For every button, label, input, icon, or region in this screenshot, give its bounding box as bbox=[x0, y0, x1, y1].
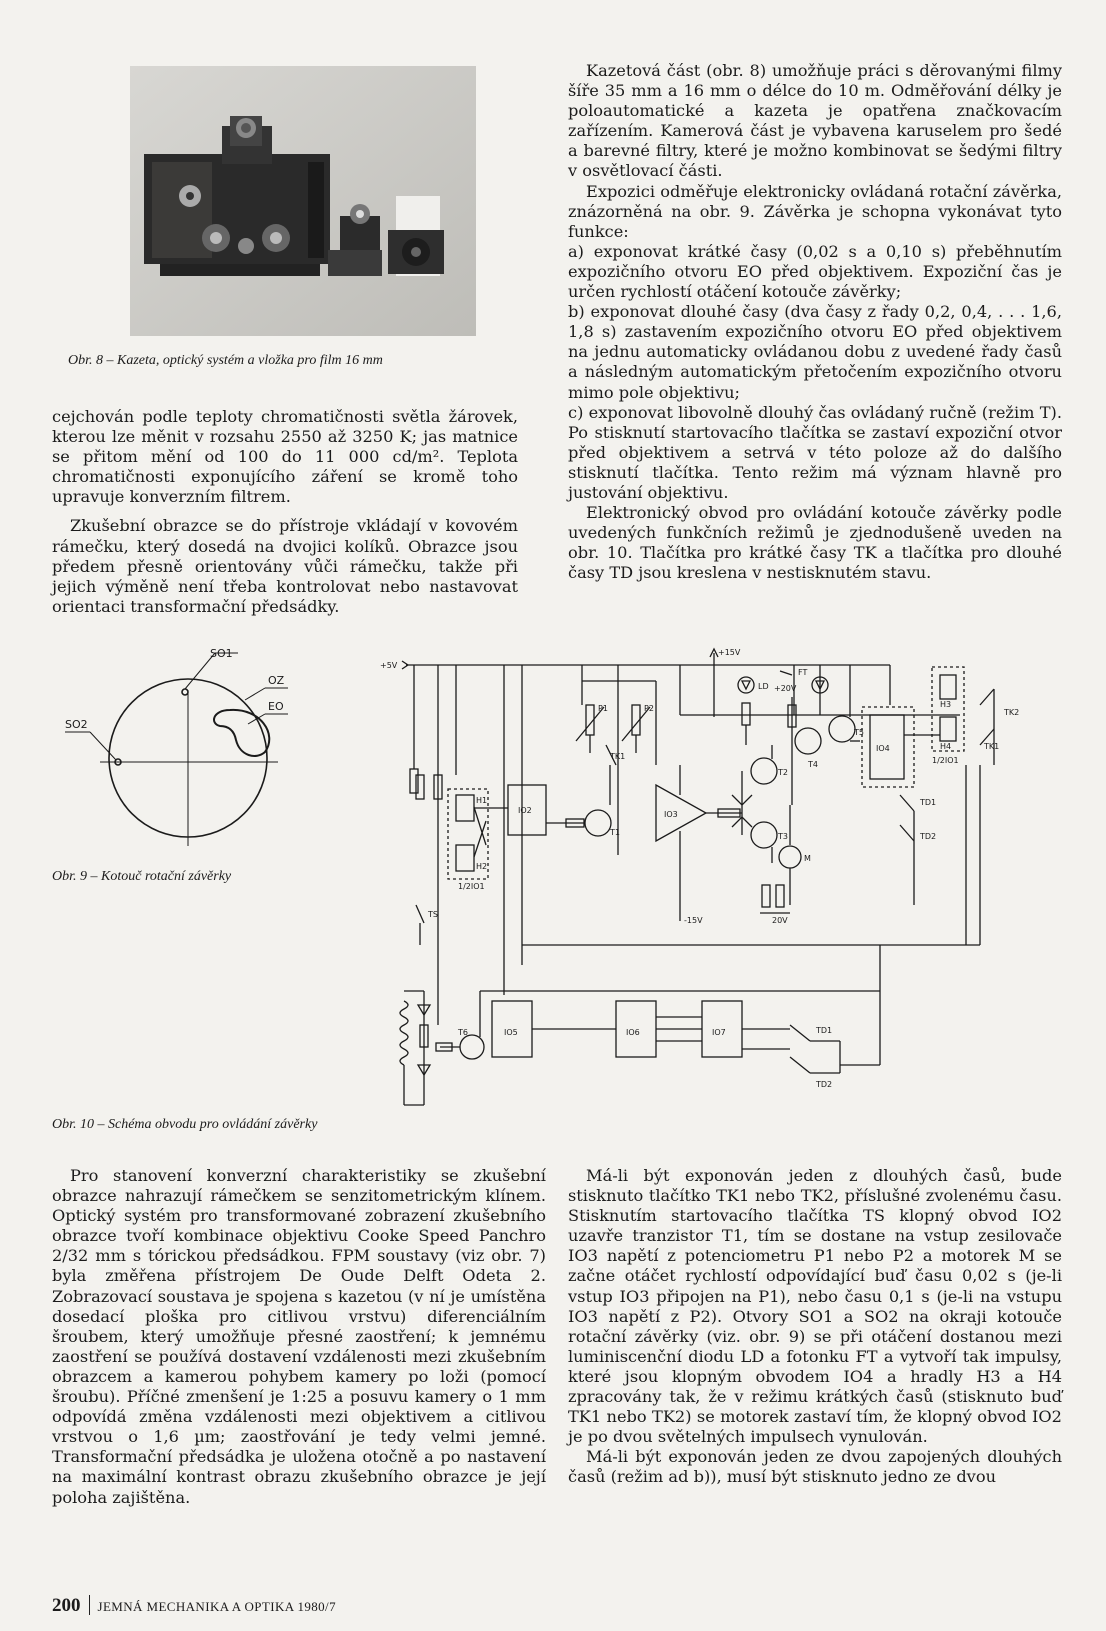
label-io6: IO6 bbox=[626, 1028, 640, 1037]
label-io2: IO2 bbox=[518, 806, 532, 815]
label-oz: OZ bbox=[268, 674, 285, 687]
journal-title: JEMNÁ MECHANIKA A OPTIKA 1980/7 bbox=[97, 1599, 336, 1614]
label-ft: FT bbox=[798, 668, 808, 677]
page-number: 200 bbox=[52, 1595, 81, 1616]
right-top-text bbox=[568, 61, 1062, 583]
paragraph: Expozici odměřuje elektronicky ovládaná rotační závěrka, znázorněná na obr. 9. Závěrka je schopna vykonávat tyto funkce: bbox=[568, 181, 1062, 241]
label-td1: TD1 bbox=[920, 798, 937, 807]
left-bottom-text bbox=[52, 1166, 546, 1508]
figure-9-caption: Obr. 9 – Kotouč rotační závěrky bbox=[52, 869, 232, 884]
label-20v: +20V bbox=[774, 684, 797, 693]
paragraph: Elektronický obvod pro ovládání kotouče závěrky podle uvedených funkčních režimů je zjednodušeně uveden na obr. 10. Tlačítka pro krátké časy TK a tlačítka pro dlouhé časy TD jsou kreslena v nestisknutém stavu. bbox=[568, 503, 1062, 583]
label-5v: +5V bbox=[380, 661, 398, 670]
label-td2-b: TD2 bbox=[816, 1080, 833, 1089]
label-t3: T3 bbox=[778, 832, 788, 841]
gate-h1 bbox=[456, 795, 474, 821]
label-m15v: -15V bbox=[684, 916, 703, 925]
gate-h3 bbox=[940, 675, 956, 699]
paragraph: cejchován podle teploty chromatičnosti světla žárovek, kterou lze měnit v rozsahu 2550 až 3250 K; jas matnice se přitom mění od 100 do 11 000 cd/m². Teplota chromatičnosti exponujícího záření se kromě toho upravuje konverzním filtrem. bbox=[52, 407, 518, 507]
label-m: M bbox=[804, 854, 811, 863]
label-io7: IO7 bbox=[712, 1028, 726, 1037]
label-h1: H1 bbox=[476, 796, 488, 805]
label-zio1: 1/2IO1 bbox=[458, 882, 485, 891]
figure-8-photo bbox=[130, 66, 476, 336]
label-t6: T6 bbox=[458, 1028, 468, 1037]
label-ts: TS bbox=[428, 910, 438, 919]
left-top-text bbox=[52, 407, 518, 617]
paragraph: Má-li být exponován jeden z dlouhých časů, bude stisknuto tlačítko TK1 nebo TK2, příslušné zvolenému času. Stisknutím startovacího tlačítka TS klopný obvod IO2 uzavře tranzistor T1, tím se dostane na vstup zesilovače IO3 napětí z potenciometru P1 nebo P2 a motorek M se začne otáčet rychlostí odpovídající buď času 0,02 s (je-li vstup IO3 připojen na P1), nebo času 0,1 s (je-li na vstupu IO3 napětí z P2). Otvory SO1 a SO2 na okraji kotouče rotační závěrky (viz. obr. 9) se při otáčení dostanou mezi luminiscenční diodu LD a fotonku FT a vytvoří tak impulsy, které jsou klopným obvodem IO4 a hradly H3 a H4 zpracovány tak, že v režimu krátkých časů (stisknuto buď TK1 nebo TK2) se motorek zastaví tím, že klopný obvod IO2 je po dvou světelných impulsech vynulován. bbox=[568, 1166, 1062, 1447]
transistor-t3 bbox=[751, 822, 777, 848]
label-io5: IO5 bbox=[504, 1028, 518, 1037]
label-h3: H3 bbox=[940, 700, 952, 709]
label-t4: T4 bbox=[808, 760, 818, 769]
gate-h2 bbox=[456, 845, 474, 871]
coil bbox=[400, 1001, 408, 1065]
label-t1: T1 bbox=[610, 828, 620, 837]
led-ld bbox=[738, 677, 754, 693]
label-t2: T2 bbox=[778, 768, 788, 777]
label-p2: P2 bbox=[644, 704, 654, 713]
label-20v-b: 20V bbox=[772, 916, 788, 925]
label-td1-b: TD1 bbox=[816, 1026, 833, 1035]
paragraph: c) exponovat libovolně dlouhý čas ovládaný ručně (režim T). Po stisknutí startovacího tlačítka se zastaví expoziční otvor před objektivem a setrvá v této poloze až do dalšího stisknutí tlačítka. Tento režim má význam hlavně pro justování objektivu. bbox=[568, 402, 1062, 502]
transistor-t1 bbox=[585, 810, 611, 836]
label-io3: IO3 bbox=[664, 810, 678, 819]
label-p1: P1 bbox=[598, 704, 608, 713]
label-so2: SO2 bbox=[65, 718, 88, 731]
label-tk2: TK2 bbox=[1004, 708, 1020, 717]
label-15v: +15V bbox=[718, 648, 741, 657]
opening-so1 bbox=[182, 689, 188, 695]
figure-10-circuit bbox=[380, 645, 1066, 1165]
gate-h4 bbox=[940, 717, 956, 741]
label-t5: T5 bbox=[854, 728, 864, 737]
figure-10-caption: Obr. 10 – Schéma obvodu pro ovládání závěrky bbox=[52, 1117, 318, 1132]
footer-divider bbox=[89, 1595, 90, 1615]
paragraph: Pro stanovení konverzní charakteristiky se zkušební obrazce nahrazují rámečkem se senzitometrickým klínem. Optický systém pro transformované zobrazení zkušebního obrazce tvoří kombinace objektivu Cooke Speed Panchro 2/32 mm s tórickou předsádkou. FPM soustavy (viz obr. 7) byla změřena přístrojem De Oude Delft Odeta 2. Zobrazovací soustava je spojena s kazetou (v ní je umístěna dosedací ploška pro citlivou vrstvu) diferenciálním šroubem, který umožňuje přesné zaostření; k jemnému zaostření se používá dostavení vzdálenosti mezi zkušebním obrazcem a kamerou pohybem kamery po loži (pomocí šroubu). Příčné zmenšení je 1:25 a posuvu kamery o 1 mm odpovídá změna vzdálenosti mezi objektivem a citlivou vrstvou o 1,6 µm; zaostřování je tedy velmi jemné. Transformační předsádka je uložena otočně a po nastavení na maximální kontrast obrazu zkušebního obrazce je její poloha zajištěna. bbox=[52, 1166, 546, 1507]
label-tk1-b: TK1 bbox=[984, 742, 1000, 751]
label-so1: SO1 bbox=[210, 648, 233, 660]
paragraph: Kazetová část (obr. 8) umožňuje práci s děrovanými filmy šíře 35 mm a 16 mm o délce do 10 m. Odměřování délky je poloautomatické a kazeta je opatřena značkovacím zařízením. Kamerová část je vybavena karuselem pro šedé a barevné filtry, které je možno kombinovat se šedými filtry v osvětlovací části. bbox=[568, 61, 1062, 181]
paragraph: Má-li být exponován jeden ze dvou zapojených dlouhých časů (režim ad b)), musí být stisknuto jedno ze dvou bbox=[568, 1447, 1062, 1487]
transistor-t5 bbox=[829, 716, 855, 742]
paragraph: a) exponovat krátké časy (0,02 s a 0,10 s) přeběhnutím expozičního otvoru EO před objektivem. Expoziční čas je určen rychlostí otáčení kotouče závěrky; bbox=[568, 241, 1062, 302]
label-io4: IO4 bbox=[876, 744, 890, 753]
page-footer bbox=[52, 1595, 336, 1617]
paragraph: Zkušební obrazce se do přístroje vkládají v kovovém rámečku, který dosedá na dvojici kolíků. Obrazce jsou předem přesně orientovány vůči rámečku, takže při jejich výměně není třeba kontrolovat nebo nastavovat orientaci transformační předsádky. bbox=[52, 516, 518, 616]
figure-8-caption: Obr. 8 – Kazeta, optický systém a vložka pro film 16 mm bbox=[68, 353, 383, 368]
label-tk1: TK1 bbox=[610, 752, 626, 761]
label-h2: H2 bbox=[476, 862, 488, 871]
label-ld: LD bbox=[758, 682, 769, 691]
paragraph: b) exponovat dlouhé časy (dva časy z řady 0,2, 0,4, . . . 1,6, 1,8 s) zastavením expozičního otvoru EO před objektivem na jednu automaticky ovládanou dobu z uvedené řady časů a následným automatickým přetočením expozičního otvoru mimo pole objektivu; bbox=[568, 302, 1062, 402]
transistor-t4 bbox=[795, 728, 821, 754]
figure-9-shutter-disc bbox=[60, 648, 300, 863]
label-td2: TD2 bbox=[920, 832, 937, 841]
transistor-t2 bbox=[751, 758, 777, 784]
label-eo: EO bbox=[268, 700, 284, 713]
label-zio1-b: 1/2IO1 bbox=[932, 756, 959, 765]
motor-m bbox=[779, 846, 801, 868]
right-bottom-text bbox=[568, 1166, 1062, 1488]
label-h4: H4 bbox=[940, 742, 952, 751]
transistor-t6 bbox=[460, 1035, 484, 1059]
